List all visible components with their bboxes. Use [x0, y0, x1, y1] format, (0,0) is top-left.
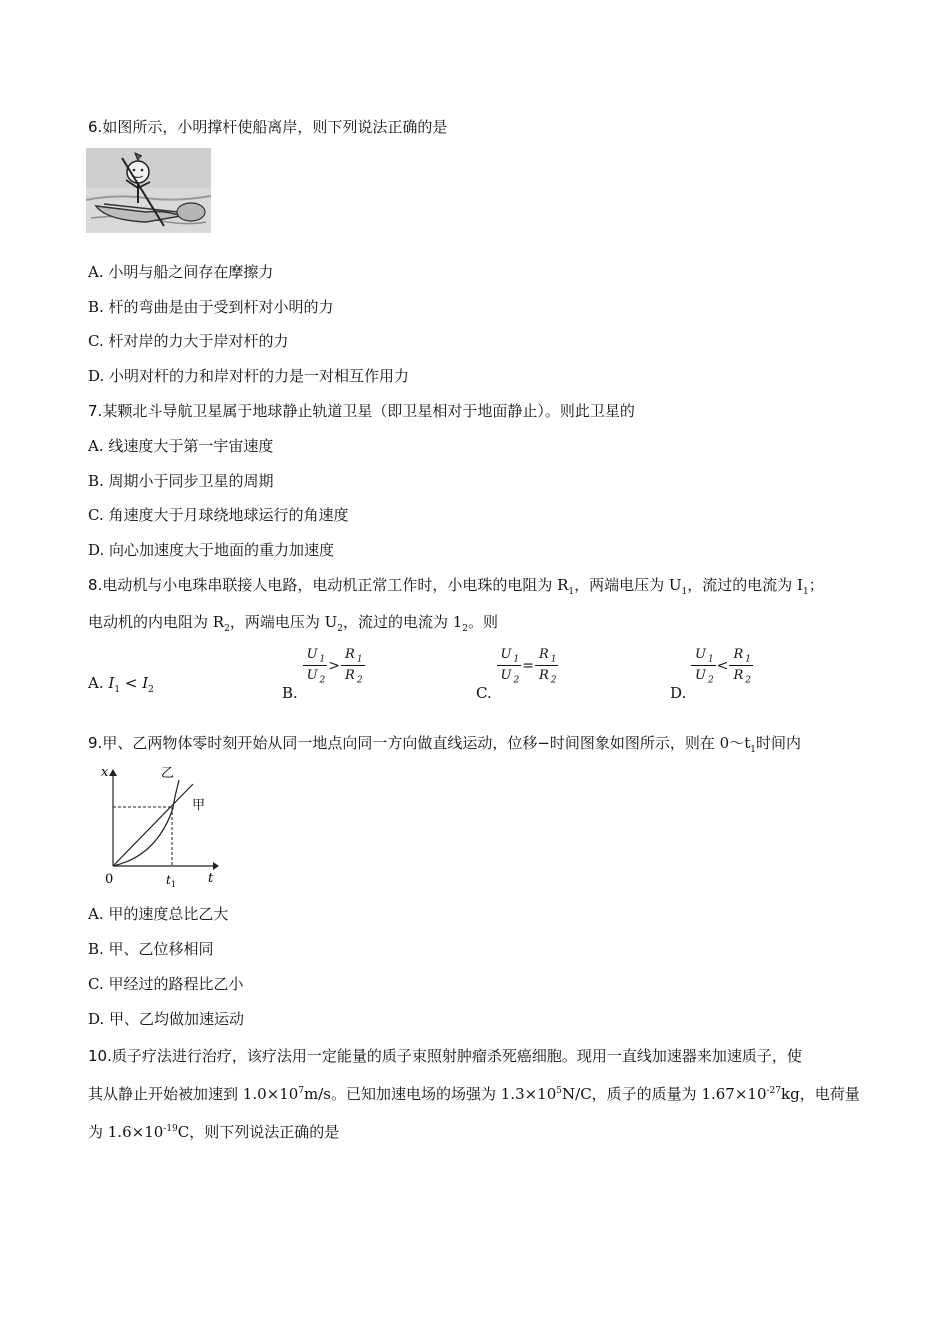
- subscript: 2: [148, 685, 154, 695]
- fraction-r: [729, 645, 753, 686]
- option-letter: D.: [670, 683, 687, 702]
- subscript: 2: [319, 675, 326, 686]
- q6-text: 如图所示，小明撑杆使船离岸，则下列说法正确的是: [102, 118, 448, 136]
- jia-label: 甲: [192, 798, 206, 813]
- q10-text: N/C，质子的质量为 1.67×10: [562, 1085, 767, 1103]
- math-symbol: U: [695, 668, 707, 683]
- q8-text: ；: [808, 576, 824, 594]
- q9-number: 9.: [88, 734, 103, 752]
- q9-stem: [88, 733, 801, 753]
- q6-option-c: C. 杆对岸的力大于岸对杆的力: [88, 332, 289, 350]
- denominator: [691, 666, 716, 686]
- q8-text: ，流过的电流为 I: [687, 576, 803, 594]
- math-symbol: U: [306, 647, 318, 662]
- q10-text: 其从静止开始被加速到 1.0×10: [88, 1085, 299, 1103]
- math-symbol: U: [500, 647, 512, 662]
- math-symbol: R: [345, 647, 355, 662]
- subscript: 1: [356, 654, 363, 665]
- t-axis-arrow: [213, 862, 219, 870]
- option-letter: C.: [476, 683, 492, 702]
- subscript: 1: [114, 685, 121, 695]
- subscript: 2: [462, 624, 469, 634]
- boat-illustration: [86, 148, 211, 233]
- fraction-u: [497, 645, 522, 686]
- math-symbol: R: [733, 668, 744, 683]
- q9-text: 甲、乙两物体零时刻开始从同一地点向同一方向做直线运动，位移−时间图象如图所示，则在 0～t: [102, 734, 751, 752]
- q8-text: ，两端电压为 U: [229, 613, 338, 631]
- math-symbol: I: [142, 674, 149, 692]
- q6-option-d: D. 小明对杆的力和岸对杆的力是一对相互作用力: [88, 367, 410, 385]
- q8-stem-line1: [88, 575, 824, 595]
- fraction-u: [303, 645, 328, 686]
- q10-text: 质子疗法进行治疗，该疗法用一定能量的质子束照射肿瘤杀死癌细胞。现用一直线加速器来加速质子，使: [111, 1047, 802, 1065]
- q8-number: 8.: [88, 576, 103, 594]
- denominator: [729, 666, 753, 686]
- math-symbol: R: [733, 647, 744, 662]
- q9-option-a: A. 甲的速度总比乙大: [88, 905, 229, 923]
- y-axis-label: x: [101, 765, 109, 780]
- math-relation: =: [522, 657, 534, 674]
- q10-stem-line1: [88, 1046, 802, 1066]
- numerator: [535, 645, 559, 666]
- q10-stem-line2: [88, 1084, 860, 1104]
- math-symbol: U: [500, 668, 512, 683]
- numerator: [691, 645, 716, 666]
- q8-option-d: [670, 645, 753, 702]
- subscript: 1: [319, 654, 326, 665]
- math-symbol: U: [306, 668, 318, 683]
- superscript: 7: [298, 1086, 305, 1096]
- q7-stem: [88, 401, 635, 421]
- subscript: 1: [550, 654, 557, 665]
- denominator: [341, 666, 365, 686]
- q10-stem-line3: [88, 1122, 339, 1142]
- math-relation: >: [328, 657, 341, 674]
- numerator: [497, 645, 522, 666]
- q9-option-c: C. 甲经过的路程比乙小: [88, 975, 244, 993]
- subscript: 2: [224, 624, 230, 634]
- q8-option-b: [282, 645, 365, 702]
- q10-text: m/s。已知加速电场的场强为 1.3×10: [304, 1085, 557, 1103]
- jia-line: [113, 784, 193, 866]
- subscript: 1: [750, 745, 756, 755]
- t1-label: t: [166, 873, 171, 887]
- fraction-u: [691, 645, 716, 686]
- q9-option-d: D. 甲、乙均做加速运动: [88, 1010, 245, 1028]
- superscript: -27: [766, 1086, 781, 1096]
- denominator: [303, 666, 328, 686]
- t1-subscript: 1: [171, 880, 177, 889]
- subscript: 1: [802, 587, 809, 597]
- q10-number: 10.: [88, 1047, 112, 1065]
- origin-label: 0: [105, 872, 114, 887]
- q7-option-c: C. 角速度大于月球绕地球运行的角速度: [88, 506, 349, 524]
- denominator: [497, 666, 522, 686]
- math-symbol: U: [695, 647, 707, 662]
- q7-option-b: B. 周期小于同步卫星的周期: [88, 472, 274, 490]
- x-axis-label: t: [208, 871, 214, 886]
- x-axis-arrow: [109, 769, 117, 776]
- q7-number: 7.: [88, 402, 103, 420]
- math-symbol: R: [538, 668, 549, 683]
- q9-text: 时间内: [755, 734, 801, 752]
- superscript: -19: [163, 1124, 178, 1134]
- q10-text: kg，电荷量: [781, 1085, 860, 1103]
- math-symbol: R: [538, 647, 549, 662]
- superscript: 5: [556, 1086, 563, 1096]
- q6-option-a: A. 小明与船之间存在摩擦力: [88, 263, 274, 281]
- option-letter: A.: [88, 674, 104, 692]
- q10-text: C，则下列说法正确的是: [177, 1123, 340, 1141]
- q8-text: 。则: [468, 613, 499, 631]
- math-symbol: I: [108, 674, 115, 692]
- q6-option-b: B. 杆的弯曲是由于受到杆对小明的力: [88, 298, 334, 316]
- option-letter: B.: [282, 683, 298, 702]
- position-time-graph: [95, 760, 225, 890]
- q8-text: ，流过的电流为 1: [342, 613, 463, 631]
- numerator: [729, 645, 753, 666]
- q7-option-a: A. 线速度大于第一宇宙速度: [88, 437, 274, 455]
- numerator: [303, 645, 328, 666]
- subscript: 1: [708, 654, 714, 665]
- subscript: 1: [745, 654, 752, 665]
- subscript: 2: [356, 675, 363, 686]
- yi-label: 乙: [161, 766, 175, 781]
- q9-option-b: B. 甲、乙位移相同: [88, 940, 214, 958]
- subscript: 2: [745, 675, 752, 686]
- q8-stem-line2: [88, 612, 498, 632]
- subscript: 2: [337, 624, 343, 634]
- subscript: 2: [708, 675, 714, 686]
- q7-text: 某颗北斗导航卫星属于地球静止轨道卫星（即卫星相对于地面静止）。则此卫星的: [102, 402, 635, 420]
- q8-option-a: [88, 673, 154, 693]
- subscript: 2: [513, 675, 520, 686]
- q6-number: 6.: [88, 118, 103, 136]
- subscript: 1: [513, 654, 520, 665]
- q10-text: 为 1.6×10: [88, 1123, 164, 1141]
- subscript: 1: [568, 587, 575, 597]
- q8-text: 电动机与小电珠串联接人电路，电动机正常工作时，小电珠的电阻为 R: [102, 576, 569, 594]
- numerator: [341, 645, 365, 666]
- denominator: [535, 666, 559, 686]
- subscript: 1: [681, 587, 688, 597]
- q7-option-d: D. 向心加速度大于地面的重力加速度: [88, 541, 335, 559]
- yi-curve: [113, 780, 179, 866]
- math-relation: <: [124, 674, 138, 692]
- fraction-r: [341, 645, 365, 686]
- fraction-r: [535, 645, 559, 686]
- q6-stem: [88, 117, 447, 137]
- math-relation: <: [716, 657, 729, 674]
- q8-option-c: [476, 645, 558, 702]
- subscript: 2: [550, 675, 557, 686]
- q8-text: 电动机的内电阻为 R: [88, 613, 225, 631]
- q8-text: ，两端电压为 U: [574, 576, 682, 594]
- math-symbol: R: [345, 668, 355, 683]
